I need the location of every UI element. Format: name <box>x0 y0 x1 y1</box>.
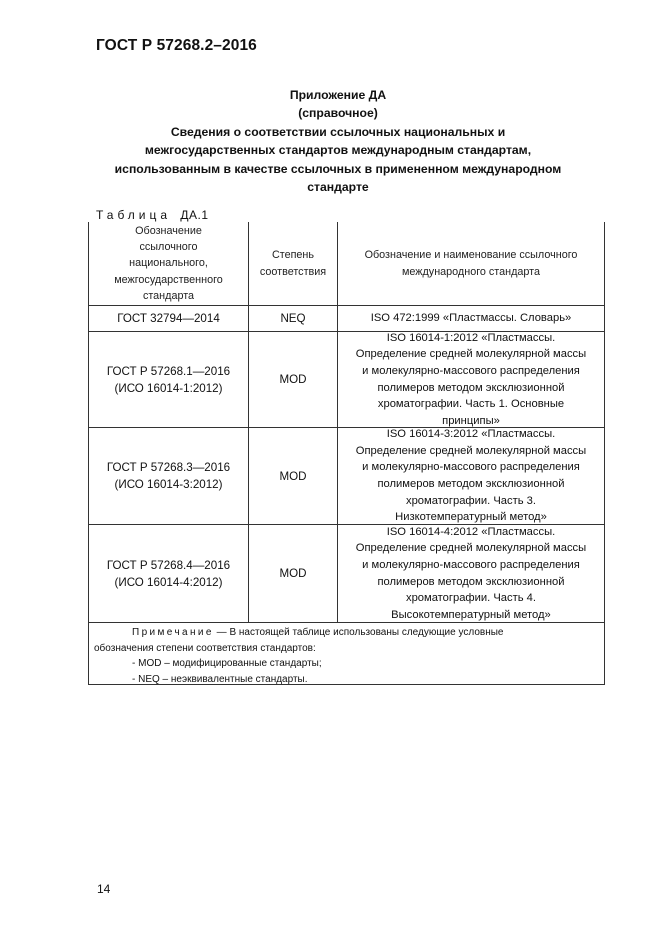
header-line: национального, <box>129 257 208 270</box>
reference-line: хроматографии. Часть 1. Основные <box>377 398 565 411</box>
reference-line: ISO 16014-4:2012 «Пластмассы. <box>386 525 556 538</box>
page-number: 14 <box>97 882 111 896</box>
degree-value: NEQ <box>280 312 306 325</box>
degree-value: MOD <box>279 469 307 483</box>
table-row-4-reference <box>338 525 604 622</box>
note-second-line: обозначения степени соответствия стандартов: <box>94 642 316 654</box>
note-first-line <box>94 625 599 641</box>
table-caption-number: ДА.1 <box>180 208 209 222</box>
annex-title: Приложение ДА <box>289 88 387 102</box>
annex-subject-line: Сведения о соответствии ссылочных национальных и <box>170 124 506 139</box>
reference-line: и молекулярно-массового распределения <box>362 461 580 474</box>
reference-line: ISO 472:1999 «Пластмассы. Словарь» <box>370 312 572 325</box>
annex-subject-line: стандарте <box>307 180 369 195</box>
reference-line: ISO 16014-1:2012 «Пластмассы. <box>386 331 556 344</box>
note-item: - NEQ – неэквивалентные стандарты. <box>132 673 308 685</box>
reference-line: полимеров методом эксклюзионной <box>377 478 565 490</box>
standard-designation: ГОСТ 32794—2014 <box>117 312 220 325</box>
table-row-3-reference <box>338 428 604 524</box>
header-line: межгосударственного <box>114 273 223 286</box>
reference-line: принципы» <box>442 414 500 427</box>
header-international-standard <box>338 222 604 305</box>
standard-designation: (ИСО 16014-1:2012) <box>114 381 223 395</box>
reference-line: полимеров методом эксклюзионной <box>377 575 565 588</box>
header-standard-designation <box>89 222 248 305</box>
header-line: международного стандарта <box>401 265 540 278</box>
reference-line: и молекулярно-массового распределения <box>362 364 580 377</box>
reference-line: хроматографии. Часть 3. <box>405 494 537 507</box>
table-row-1-reference <box>338 306 604 331</box>
table-caption-word: Таблица <box>96 208 172 222</box>
table-row-3-degree <box>249 428 337 524</box>
standard-designation: (ИСО 16014-4:2012) <box>114 575 223 589</box>
annex-subject-line: использованным в качестве ссылочных в примененном международном <box>114 161 562 176</box>
reference-line: ISO 16014-3:2012 «Пластмассы. <box>386 428 556 441</box>
reference-line: Низкотемпературный метод» <box>395 511 547 524</box>
note-text: — В настоящей таблице использованы следующие условные <box>213 627 504 638</box>
annex-kind: (справочное) <box>298 106 378 121</box>
standard-designation: ГОСТ Р 57268.4—2016 <box>106 558 231 572</box>
table-row-4-standard <box>89 525 248 622</box>
header-line: Обозначение <box>135 224 202 237</box>
table-row-4-degree <box>249 525 337 622</box>
header-degree <box>249 222 337 305</box>
header-line: соответствия <box>259 265 327 278</box>
table-row-3-standard <box>89 428 248 524</box>
annex-subject-line: межгосударственных стандартов международным стандартам, <box>144 143 532 158</box>
reference-line: хроматографии. Часть 4. <box>405 592 537 605</box>
note-item: - MOD – модифицированные стандарты; <box>132 658 322 669</box>
header-line: Степень <box>271 249 315 262</box>
reference-line: и молекулярно-массового распределения <box>362 558 580 571</box>
reference-line: Определение средней молекулярной массы <box>355 542 587 555</box>
degree-value: MOD <box>279 373 307 386</box>
reference-line: Определение средней молекулярной массы <box>355 444 587 457</box>
table-row-1-degree <box>249 306 337 331</box>
document-code: ГОСТ Р 57268.2–2016 <box>96 37 257 54</box>
table-row-1-standard <box>89 306 248 331</box>
reference-line: полимеров методом эксклюзионной <box>377 381 565 394</box>
standard-designation: ГОСТ Р 57268.1—2016 <box>106 364 231 378</box>
table-row-2-degree <box>249 332 337 427</box>
table-row-2-reference <box>338 332 604 427</box>
reference-line: Определение средней молекулярной массы <box>355 348 587 361</box>
table-note <box>94 625 599 687</box>
table-row-2-standard <box>89 332 248 427</box>
standard-designation: ГОСТ Р 57268.3—2016 <box>106 461 231 474</box>
note-label: Примечание <box>132 627 214 638</box>
header-line: ссылочного <box>139 241 198 254</box>
header-line: Обозначение и наименование ссылочного <box>364 249 578 262</box>
reference-line: Высокотемпературный метод» <box>391 608 551 621</box>
header-line: стандарта <box>142 289 195 302</box>
degree-value: MOD <box>279 567 307 580</box>
standard-designation: (ИСО 16014-3:2012) <box>114 478 223 491</box>
